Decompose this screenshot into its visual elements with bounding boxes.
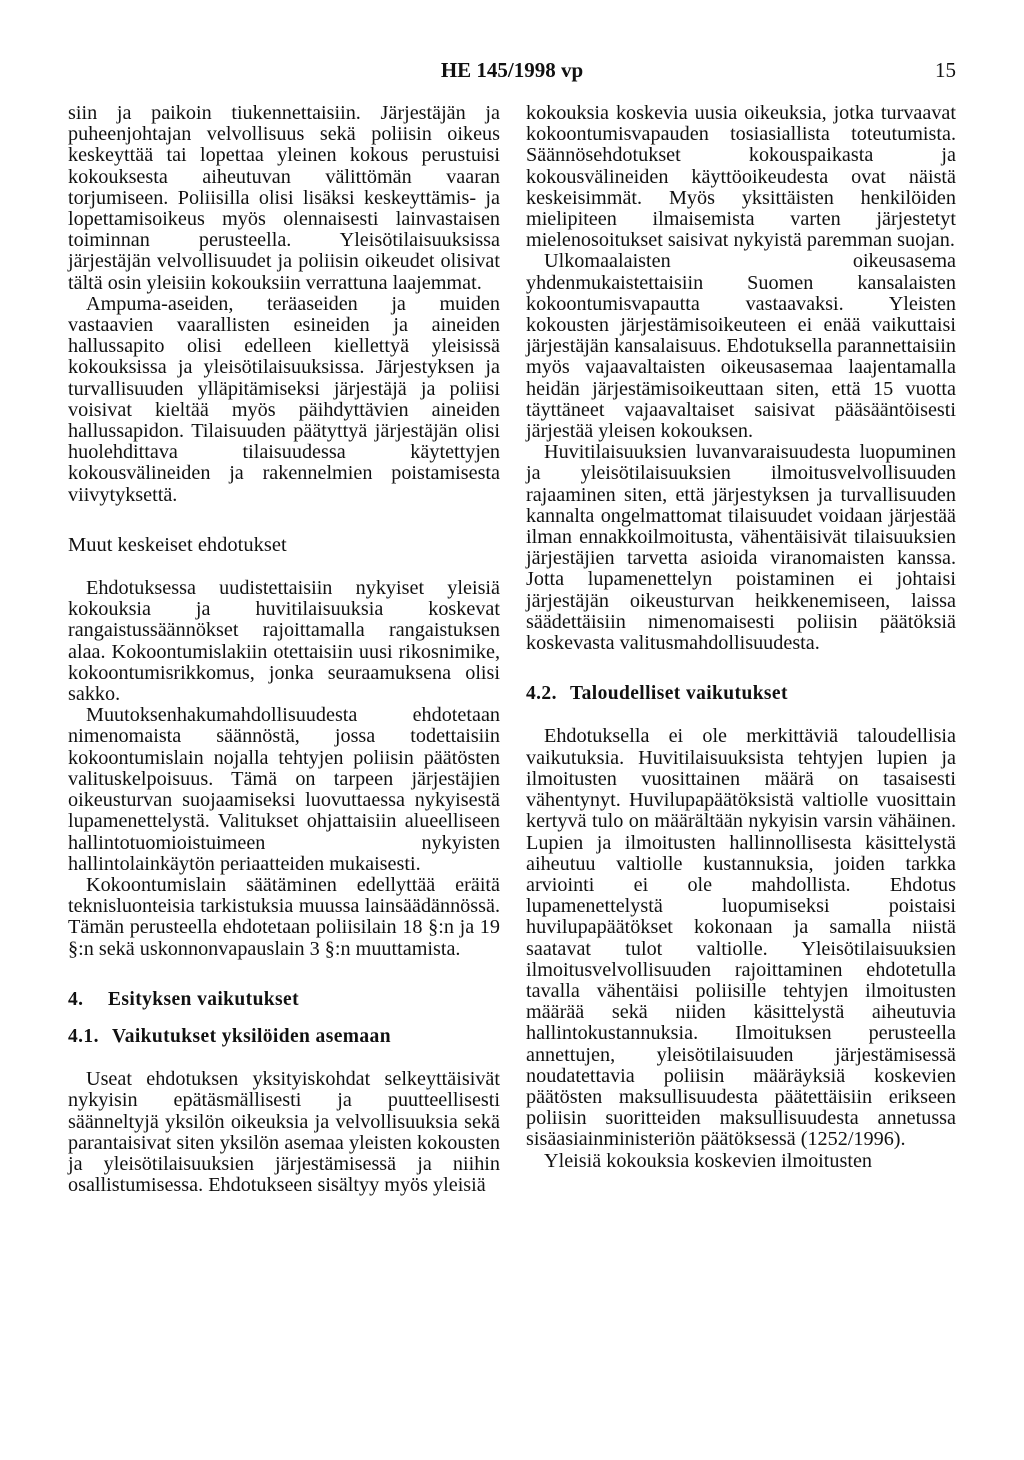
- section-heading-4: [68, 989, 500, 1010]
- paragraph: Yleisiä kokouksia koskevien ilmoitusten: [544, 1149, 873, 1172]
- paragraph: Ulkomaalaisten oikeusasema yhdenmukaistettaisiin Suomen kansalaisten kokoontumisvapautta vastaavaksi. Yleisten kokousten järjestämisoikeuteen ei enää vaikuttaisi järjestäjän kansalaisuus. Ehdotuksella parannettaisiin myös vajaavaltaisten oikeusasemaa laajentamalla heidän järjestämisoikeuttaan siten, että 15 vuotta täyttäneet vajaavaltaiset saisivat pääsääntöisesti järjestää yleisen kokouksen.: [526, 250, 956, 443]
- section-title: Vaikutukset yksilöiden asemaan: [112, 1025, 391, 1047]
- paragraph: Huvitilaisuuksien luvanvaraisuudesta luopuminen ja yleisötilaisuuksien ilmoitusvelvollisuuden rajaaminen siten, että järjestyksen ja turvallisuuden kannalta ongelmattomat tilaisuudet voidaan järjestää ilman ennakkoilmoitusta, vähentäisivät tilaisuuksien järjestäjien tarvetta asioida viranomaisten kanssa. Jotta lupamenettelyn poistaminen ei johtaisi järjestäjän oikeusturvan heikkenemiseen, laissa säädettäisiin nimenomaisesti poliisin päätöksiä koskevasta valitusmahdollisuudesta.: [526, 441, 956, 655]
- paragraph: kokouksia koskevia uusia oikeuksia, jotka turvaavat kokoontumisvapauden tosiasiallista toteutumista. Säännösehdotukset kokouspaikasta ja kokousvälineiden käyttöoikeudesta ovat näistä keskeisimmät. Myös yksittäisten henkilöiden mielipiteen ilmaisemista varten järjestetyt mielenosoitukset saisivat nykyistä paremman suojan.: [526, 102, 956, 252]
- document-id: HE 145/1998 vp: [440, 58, 584, 82]
- paragraph: Ehdotuksessa uudistettaisiin nykyiset yleisiä kokouksia ja huvitilaisuuksia koskevat rangaistussäännökset rajoittamalla rangaistuksen alaa. Kokoontumislakiin otettaisiin uusi rikosnimike, kokoontumisrikkomus, jonka seuraamuksena olisi sakko.: [68, 577, 500, 706]
- section-heading-4-1: [68, 1026, 500, 1047]
- paragraph: Useat ehdotuksen yksityiskohdat selkeyttäisivät nykyisin epätäsmällisesti ja puutteellisesti säänneltyjä yksilön oikeuksia ja velvollisuuksia sekä parantaisivat siten yksilön asemaa yleisten kokousten ja yleisötilaisuuksien järjestämisessä ja niihin osallistumisessa. Ehdotukseen sisältyy myös yleisiä: [68, 1068, 500, 1197]
- left-column: [68, 103, 500, 1196]
- section-number: 4.1.: [68, 1025, 99, 1047]
- section-heading-4-2: [526, 683, 956, 704]
- paragraph: Ampuma-aseiden, teräaseiden ja muiden vastaavien vaarallisten esineiden ja aineiden hallussapito olisi edelleen kiellettyä yleisissä kokouksissa ja yleisötilaisuuksissa. Järjestyksen ja turvallisuuden ylläpitämiseksi järjestäjä ja poliisi voisivat kieltää myös päihdyttävien aineiden hallussapidon. Tilaisuuden päätyttyä järjestäjän olisi huolehdittava tilaisuudessa käytettyjen kokousvälineiden ja rakennelmien poistamisesta viivytyksettä.: [68, 292, 500, 506]
- section-heading-muut: Muut keskeiset ehdotukset: [68, 533, 287, 556]
- paragraph: Ehdotuksella ei ole merkittäviä taloudellisia vaikutuksia. Huvitilaisuuksista tehtyjen lupien ja ilmoitusten vuosittainen määrä on tasaisesti vähentynyt. Huvilupapäätöksistä valtiolle vuosittain kertyvä tulo on määrältään nykyisin varsin vähäinen. Lupien ja ilmoitusten hallinnollisesta käsittelystä aiheutuu valtiolle kustannuksia, joiden tarkka arviointi ei ole mahdollista. Ehdotus lupamenettelystä luopumiseksi poistaisi huvilupapäätökset kokonaan ja samalla niistä saatavat tulot valtiolle. Yleisötilaisuuksien ilmoitusvelvollisuuden rajoittaminen ehdotetulla tavalla vähentäisi poliisille tehtyjen ilmoitusten määrää sekä niiden käsittelystä aiheutuvia hallintokustannuksia. Ilmoituksen perusteella annettujen, yleisötilaisuuden järjestämisessä noudatettavia poliisin määräyksiä koskevien päätösten maksullisuudesta päätettäisiin erikseen poliisin suoritteiden maksullisuudesta annetussa sisäasiainministeriön päätöksessä (1252/1996).: [526, 725, 956, 1151]
- right-column: [526, 103, 956, 1172]
- paragraph: Kokoontumislain säätäminen edellyttää eräitä teknisluonteisia tarkistuksia muussa lainsäädännössä. Tämän perusteella ehdotetaan poliisilain 18 §:n ja 19 §:n sekä uskonnonvapauslain 3 §:n muuttamista.: [68, 873, 500, 960]
- paragraph: siin ja paikoin tiukennettaisiin. Järjestäjän ja puheenjohtajan velvollisuus sekä poliisin oikeus keskeyttää tai lopettaa yleinen kokous perustuisi kokouksesta aiheutuvan välittömän vaaran torjumiseen. Poliisilla olisi lisäksi keskeyttämis- ja lopettamisoikeus myös olennaisesti lainvastaisen toiminnan perusteella. Yleisötilaisuuksissa järjestäjän velvollisuudet ja poliisin oikeudet olisivat tältä osin yleisiin kokouksiin verrattuna laajemmat.: [68, 102, 500, 294]
- section-number: 4.2.: [526, 683, 557, 705]
- page-number: 15: [935, 58, 956, 82]
- section-number: 4.: [68, 988, 84, 1010]
- section-title: Esityksen vaikutukset: [108, 988, 299, 1010]
- section-title: Taloudelliset vaikutukset: [570, 683, 788, 705]
- paragraph: Muutoksenhakumahdollisuudesta ehdotetaan nimenomaista säännöstä, jossa todettaisiin kokoontumislain nojalla tehtyjen poliisin päätösten valituskelpoisuus. Tämä on tarpeen järjestäjien oikeusturvan suojaamiseksi luovuttaessa nykyisestä lupamenettelystä. Valitukset ohjattaisiin alueelliseen hallintotuomioistuimeen nykyisten hallintolainkäytön periaatteiden mukaisesti.: [68, 704, 500, 875]
- page-header: [68, 58, 956, 88]
